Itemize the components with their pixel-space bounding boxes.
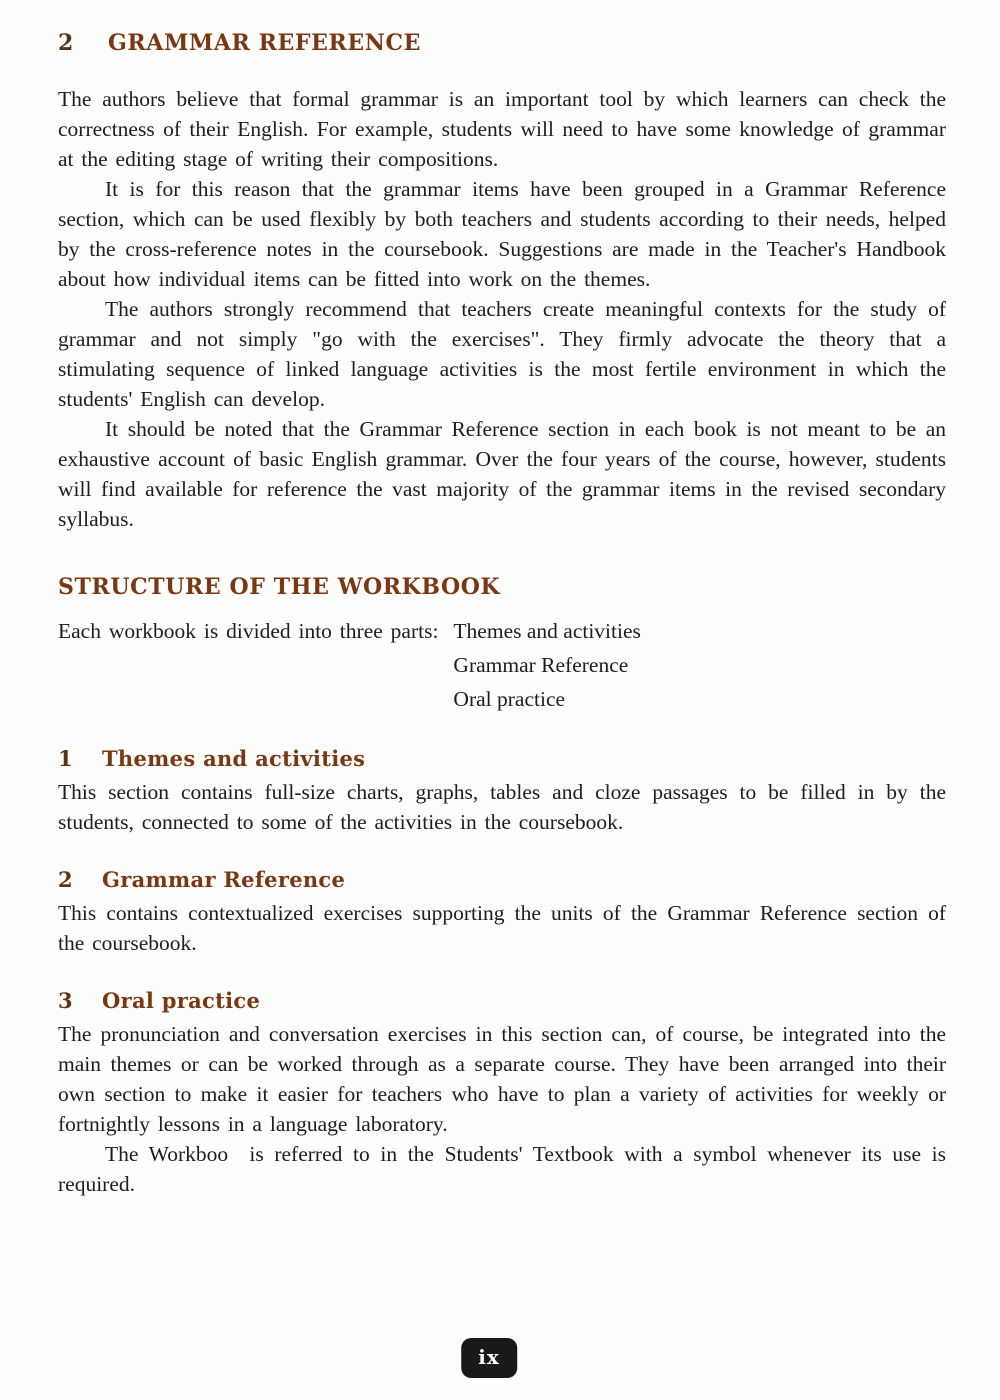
section-number: 2	[58, 30, 74, 56]
paragraph-grammar-1: The authors believe that formal grammar is an important tool by which learners can check the correctness of their English. For example, students will need to have some knowledge of grammar at the editing stage of writing their compositions.	[58, 87, 946, 171]
paragraph-grammar-2: It is for this reason that the grammar items have been grouped in a Grammar Reference section, which can be used flexibly by both teachers and students according to their needs, helped by the cross-reference notes in the coursebook. Suggestions are made in the Teacher's Handbook about how individual items can be fitted into work on the themes.	[58, 177, 946, 291]
section-title: STRUCTURE OF THE WORKBOOK	[58, 574, 501, 600]
subsection-number: 3	[58, 988, 73, 1013]
paragraph-grammar-reference-section: This contains contextualized exercises supporting the units of the Grammar Reference section of the coursebook.	[58, 901, 946, 955]
paragraph-oral-practice: The pronunciation and conversation exercises in this section can, of course, be integrated into the main themes or can be worked through as a separate course. They have been arranged into their own section to make it easier for teachers who have to plan a variety of activities for weekly or fortnightly lessons in a language laboratory.	[58, 1022, 946, 1136]
subsection-title: Oral practice	[102, 988, 261, 1013]
section-heading-grammar-reference	[58, 30, 946, 56]
list-item-grammar-reference: Grammar Reference	[453, 653, 629, 677]
subsection-heading-oral-practice	[58, 988, 946, 1014]
intro-text: Each workbook is divided into three parts:	[58, 619, 439, 643]
workbook-parts-list	[453, 614, 640, 716]
list-item-oral-practice: Oral practice	[453, 687, 566, 711]
subsection-number: 2	[58, 867, 73, 892]
subsection-heading-themes-and-activities	[58, 746, 946, 772]
subsection-number: 1	[58, 746, 73, 771]
page-number-badge: ix	[461, 1338, 517, 1378]
workbook-parts-intro	[58, 614, 946, 716]
paragraph-workbook-symbol-note: The Workboo is referred to in the Students' Textbook with a symbol whenever its use is required.	[58, 1142, 946, 1196]
subsection-heading-grammar-reference	[58, 867, 946, 893]
paragraph-themes-and-activities: This section contains full-size charts, graphs, tables and cloze passages to be filled in by the students, connected to some of the activities in the coursebook.	[58, 780, 946, 834]
subsection-title: Grammar Reference	[102, 867, 346, 892]
list-item-themes-and-activities: Themes and activities	[453, 619, 641, 643]
paragraph-grammar-4: It should be noted that the Grammar Reference section in each book is not meant to be an exhaustive account of basic English grammar. Over the four years of the course, however, students will find available for reference the vast majority of the grammar items in the revised secondary syllabus.	[58, 417, 946, 531]
section-title: GRAMMAR REFERENCE	[108, 30, 421, 56]
paragraph-grammar-3: The authors strongly recommend that teachers create meaningful contexts for the study of grammar and not simply "go with the exercises". They firmly advocate the theory that a stimulating sequence of linked language activities is the most fertile environment in which the students' English can develop.	[58, 297, 946, 411]
subsection-title: Themes and activities	[102, 746, 366, 771]
section-heading-structure-of-workbook	[58, 574, 946, 600]
